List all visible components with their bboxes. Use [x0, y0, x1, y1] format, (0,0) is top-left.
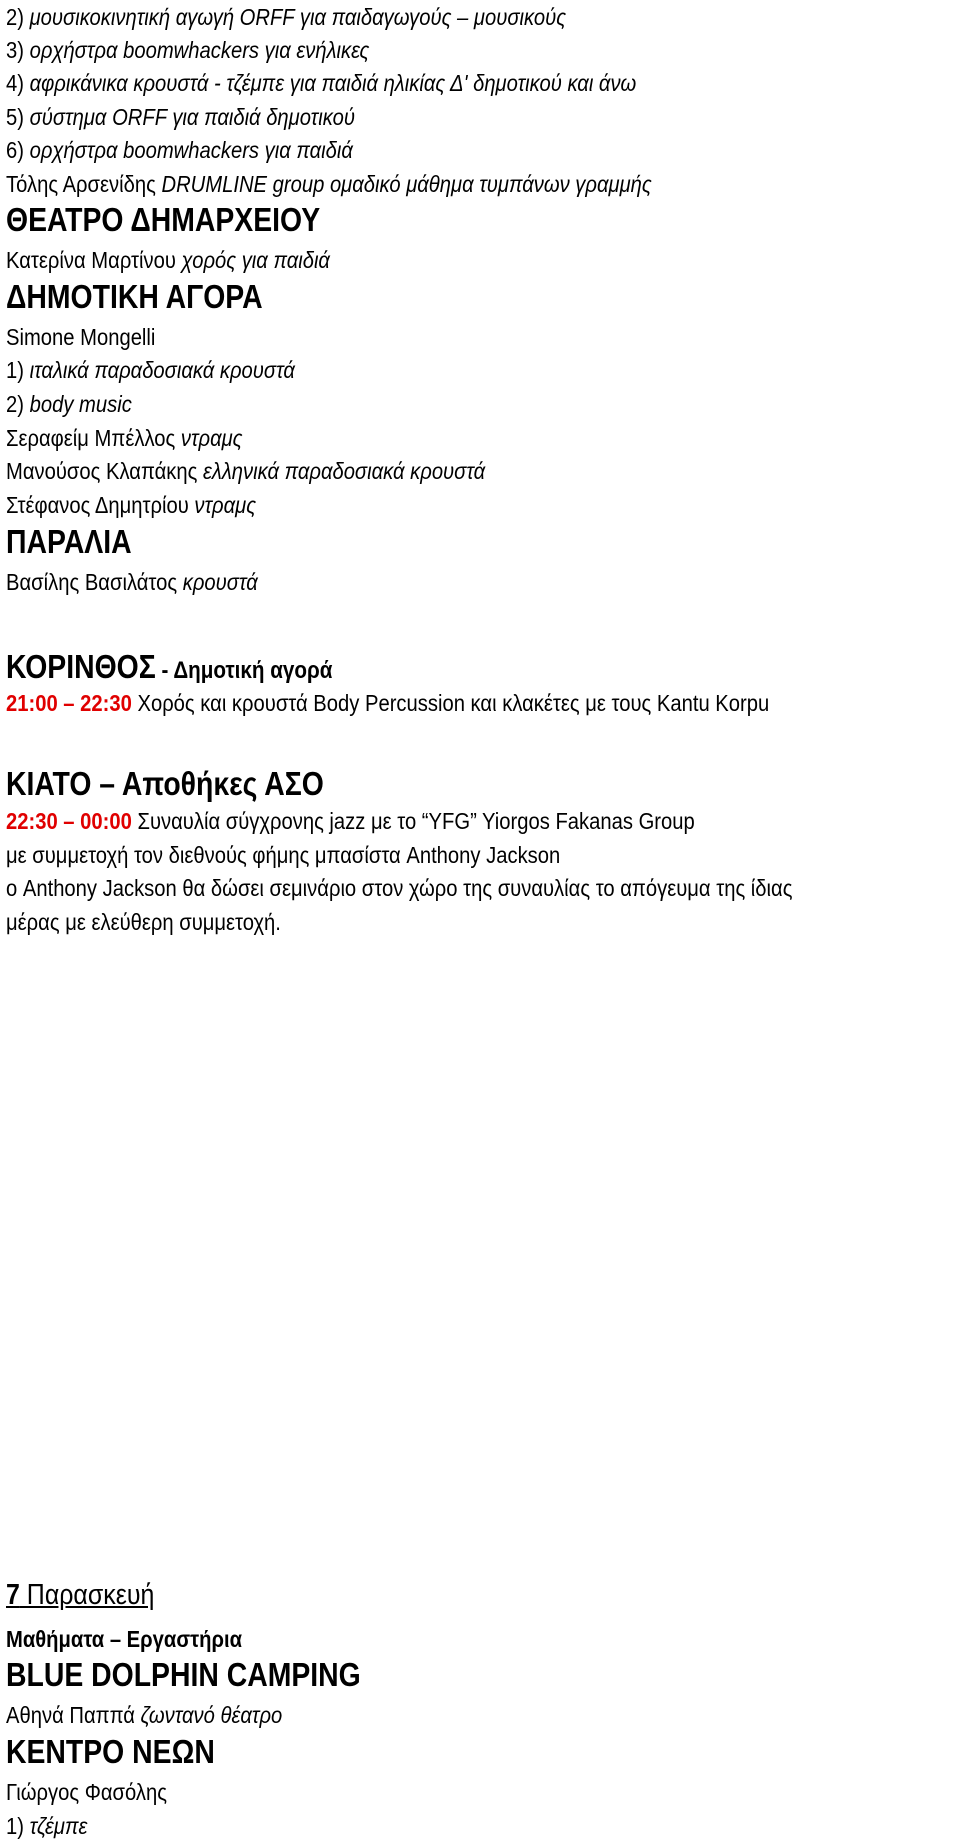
instructor-name: Μανούσος Κλαπάκης: [6, 458, 203, 484]
list-item-text: ορχήστρα boomwhackers για παιδιά: [29, 137, 353, 163]
event-line: [6, 688, 769, 718]
event-detail: ο Anthony Jackson θα δώσει σεμινάριο στον χώρο της συναυλίας το απόγευμα της ίδιας: [6, 875, 793, 901]
day-number: 7: [6, 1579, 20, 1611]
list-item-text: ορχήστρα boomwhackers για ενήλικες: [29, 37, 370, 63]
list-number: 2): [6, 391, 30, 417]
list-item: [6, 135, 353, 165]
list-item-text: μουσικοκινητική αγωγή ORFF για παιδαγωγούς – μουσικούς: [29, 4, 567, 30]
list-number: 1): [6, 1813, 30, 1839]
class-description: κρουστά: [182, 569, 258, 595]
list-item: [6, 2, 566, 32]
event-detail: μέρας με ελεύθερη συμμετοχή.: [6, 909, 281, 935]
event-detail: με συμμετοχή τον διεθνούς φήμης μπασίστα Anthony Jackson: [6, 842, 561, 868]
list-item-text: ιταλικά παραδοσιακά κρουστά: [29, 357, 295, 383]
event-time: 22:30 – 00:00: [6, 808, 132, 834]
city-heading: [6, 648, 332, 690]
city-heading: ΚΙΑΤΟ – Αποθήκες ΑΣΟ: [6, 765, 324, 802]
class-description: ντραμς: [194, 492, 257, 518]
list-number: 4): [6, 70, 30, 96]
list-item: [6, 389, 132, 419]
venue-heading: ΚΕΝΤΡΟ ΝΕΩΝ: [6, 1733, 215, 1770]
instructor-name: Σεραφείμ Μπέλλος: [6, 425, 181, 451]
list-item-text: αφρικάνικα κρουστά - τζέμπε για παιδιά ηλικίας Δ' δημοτικού και άνω: [29, 70, 637, 96]
class-description: ντραμς: [180, 425, 243, 451]
venue-heading: ΠΑΡΑΛΙΑ: [6, 523, 132, 560]
venue-heading: ΘΕΑΤΡΟ ΔΗΜΑΡΧΕΙΟΥ: [6, 201, 321, 238]
instructor-name: Simone Mongelli: [6, 324, 156, 350]
list-number: 1): [6, 357, 30, 383]
list-item: [6, 102, 355, 132]
class-description: DRUMLINE group ομαδικό μάθημα τυμπάνων γραμμής: [161, 171, 652, 197]
instructor-name: Τόλης Αρσενίδης: [6, 171, 162, 197]
instructor-line: [6, 490, 256, 520]
instructor-name: Κατερίνα Μαρτίνου: [6, 247, 182, 273]
instructor-line: [6, 423, 243, 453]
list-item: [6, 35, 369, 65]
list-item: [6, 68, 636, 98]
event-line: [6, 806, 695, 836]
event-time: 21:00 – 22:30: [6, 690, 132, 716]
list-number: 3): [6, 37, 30, 63]
class-description: ζωντανό θέατρο: [140, 1702, 283, 1728]
list-item-text: τζέμπε: [29, 1813, 88, 1839]
list-number: 5): [6, 104, 30, 130]
instructor-name: Στέφανος Δημητρίου: [6, 492, 195, 518]
instructor-line: [6, 567, 258, 597]
list-item: [6, 1811, 87, 1841]
section-subtitle: Μαθήματα – Εργαστήρια: [6, 1626, 243, 1652]
venue-heading: BLUE DOLPHIN CAMPING: [6, 1656, 361, 1693]
day-name: Παρασκευή: [19, 1579, 155, 1611]
event-description: Συναυλία σύγχρονης jazz με το “YFG” Yiorgos Fakanas Group: [131, 808, 695, 834]
instructor-name: Γιώργος Φασόλης: [6, 1779, 167, 1805]
instructor-name: Βασίλης Βασιλάτος: [6, 569, 183, 595]
city-name: ΚΟΡΙΝΘΟΣ: [6, 648, 156, 685]
list-item-text: σύστημα ORFF για παιδιά δημοτικού: [29, 104, 355, 130]
list-number: 2): [6, 4, 30, 30]
list-item: [6, 355, 295, 385]
event-description: Χορός και κρουστά Body Percussion και κλακέτες με τους Kantu Korpu: [131, 690, 770, 716]
instructor-name: Αθηνά Παππά: [6, 1702, 141, 1728]
list-item-text: body music: [29, 391, 132, 417]
instructor-line: [6, 1700, 282, 1730]
instructor-line: [6, 245, 330, 275]
class-description: χορός για παιδιά: [181, 247, 330, 273]
venue-heading: ΔΗΜΟΤΙΚΗ ΑΓΟΡΑ: [6, 278, 263, 315]
list-number: 6): [6, 137, 30, 163]
instructor-line: [6, 456, 485, 486]
day-heading: [6, 1580, 154, 1611]
instructor-line: [6, 169, 652, 199]
class-description: ελληνικά παραδοσιακά κρουστά: [202, 458, 486, 484]
venue-name: - Δημοτική αγορά: [155, 657, 333, 684]
